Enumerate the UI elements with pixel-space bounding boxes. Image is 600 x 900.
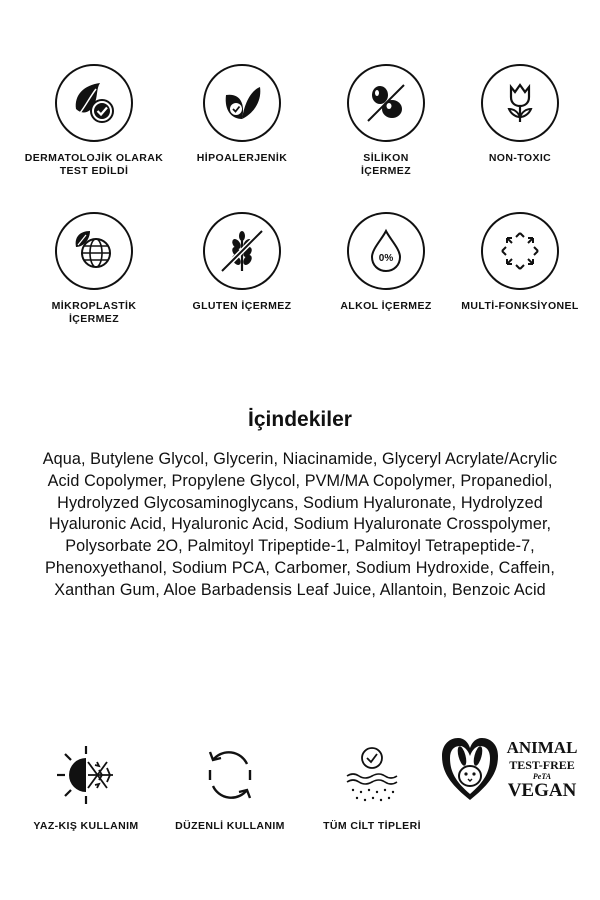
usage-label: YAZ-KIŞ KULLANIM: [33, 820, 139, 832]
feature-label: MULTİ-FONKSİYONEL: [461, 300, 579, 312]
feature-circle: [55, 64, 133, 142]
ingredients-title: İçindekiler: [248, 408, 352, 431]
feature-circle: [55, 212, 133, 290]
usage-label: DÜZENLİ KULLANIM: [175, 820, 285, 832]
feature-label: DERMATOLOJİK OLARAK TEST EDİLDİ: [24, 152, 164, 177]
usage-all-skin-types: [302, 744, 442, 833]
silicone-drops-icon: [362, 79, 410, 127]
ingredients-text: Aqua, Butylene Glycol, Glycerin, Niacinamide, Glyceryl Acrylate/Acrylic Acid Copolymer, Propylene Glycol, PVM/MA Copolymer, Propanediol, Hydrolyzed Glycosaminoglycans, Sodium Hyaluronate, Hydrolyzed Hyaluronic Acid, Hyaluronic Acid, Sodium Hyaluronate Crosspolymer, Polysorbate 2O, Palmitoyl Tripeptide-1, Palmitoyl Tetrapeptide-7, Phenoxyethanol, Sodium PCA, Carbomer, Sodium Hydroxide, Caffein, Xanthan Gum, Aloe Barbadensis Leaf Juice, Allantoin, Benzoic Acid: [42, 450, 558, 599]
badge-test-free: TEST-FREE: [509, 758, 575, 772]
feature-microplastic-free: [14, 212, 174, 326]
feature-multi-functional: [440, 212, 600, 313]
feature-non-toxic: [440, 64, 600, 165]
sun-snowflake-icon: [55, 744, 117, 806]
feature-circle: [347, 64, 425, 142]
badge-text: [496, 738, 588, 801]
skin-check-icon: [341, 744, 403, 806]
bunny-heart-icon: [440, 734, 500, 806]
wheat-crossed-icon: [218, 227, 266, 275]
usage-summer-winter: [16, 744, 156, 833]
feature-gluten-free: [162, 212, 322, 313]
badge-animal: ANIMAL: [506, 738, 578, 757]
feature-circle: [481, 64, 559, 142]
feature-circle: [347, 212, 425, 290]
leaf-check-icon: [70, 79, 118, 127]
feature-label: NON-TOXIC: [488, 152, 552, 164]
drop-percent-text: 0%: [378, 253, 394, 264]
feature-label: SİLİKON İÇERMEZ: [360, 152, 412, 177]
feature-dermatologically-tested: [14, 64, 174, 178]
tulip-icon: [496, 79, 544, 127]
feature-label: ALKOL İÇERMEZ: [340, 300, 432, 312]
badge-vegan: VEGAN: [507, 780, 577, 801]
cycle-arrows-icon: [199, 744, 261, 806]
feature-hypoallergenic: [162, 64, 322, 165]
globe-leaf-icon: [70, 227, 118, 275]
usage-label: TÜM CİLT TİPLERİ: [323, 820, 421, 832]
peta-vegan-badge: [440, 734, 590, 806]
arrows-out-icon: [496, 227, 544, 275]
leaves-icon: [218, 79, 266, 127]
feature-circle: [203, 212, 281, 290]
feature-label: HİPOALERJENİK: [196, 152, 288, 164]
badge-peta: PeTA: [532, 772, 552, 781]
feature-label: GLUTEN İÇERMEZ: [192, 300, 292, 312]
usage-regular: [160, 744, 300, 833]
feature-circle: [481, 212, 559, 290]
feature-circle: [203, 64, 281, 142]
feature-label: MİKROPLASTİK İÇERMEZ: [51, 300, 137, 325]
drop-zero-icon: [362, 227, 410, 275]
